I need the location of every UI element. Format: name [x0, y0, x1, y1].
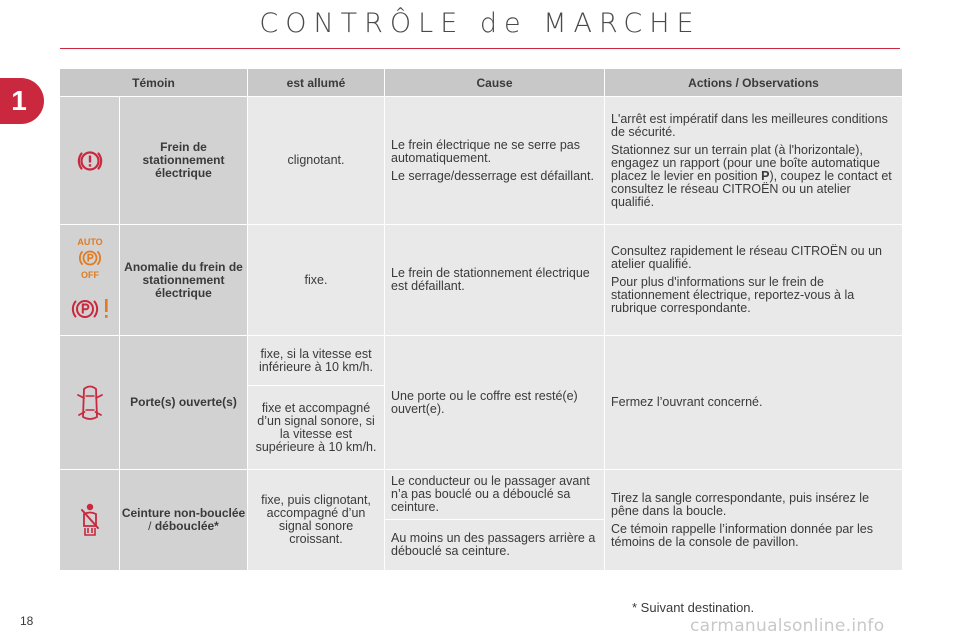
gear-position-p: P: [761, 168, 770, 183]
door-open-icon: [60, 383, 119, 423]
auto-off-parking-brake-icon: [72, 236, 108, 280]
icon-cell: [60, 97, 120, 225]
actions-cell: [605, 470, 903, 571]
action-text-part: ), coupez le contact et consultez le réseau CITROËN ou un atelier qualifié.: [611, 168, 892, 209]
warning-name: Porte(s) ouverte(s): [120, 336, 248, 470]
chapter-tab: [0, 78, 44, 124]
seatbelt-unfastened-icon: [60, 502, 119, 538]
lit-status: fixe, si la vitesse est inférieure à 10 km/h.: [248, 336, 385, 386]
icon-cell: [60, 336, 120, 470]
table-header-row: [60, 69, 903, 97]
cause-text: Une porte ou le coffre est resté(e) ouvert(e).: [385, 336, 605, 470]
cause-text: Au moins un des passagers arrière a débouclé sa ceinture.: [385, 520, 605, 571]
table-row: [60, 225, 903, 336]
cause-text: Le frein de stationnement électrique est défaillant.: [385, 225, 605, 336]
cause-text: Le serrage/desserrage est défaillant.: [391, 168, 594, 183]
action-text: [611, 144, 896, 209]
lit-status: fixe, puis clignotant, accompagné d’un signal sonore croissant.: [248, 470, 385, 571]
chapter-number: 1: [11, 85, 27, 116]
action-text: Ce témoin rappelle l’information donnée par les témoins de la console de pavillon.: [611, 521, 873, 549]
table-row: [60, 97, 903, 225]
title-divider: [60, 48, 900, 49]
action-text: Tirez la sangle correspondante, puis insérez le pêne dans la boucle.: [611, 490, 870, 518]
cause-text: Le conducteur ou le passager avant n’a pas bouclé ou a débouclé sa ceinture.: [385, 470, 605, 520]
actions-cell: [605, 97, 903, 225]
lit-status: clignotant.: [248, 97, 385, 225]
icon-cell: [60, 470, 120, 571]
action-text: Fermez l’ouvrant concerné.: [605, 336, 903, 470]
lit-status: fixe et accompagné d’un signal sonore, si la vitesse est supérieure à 10 km/h.: [248, 386, 385, 470]
table-row: [60, 470, 903, 520]
actions-cell: [605, 225, 903, 336]
auto-label: AUTO: [76, 237, 103, 247]
page-title: CONTRÔLE de MARCHE: [259, 8, 701, 39]
footnote: * Suivant destination.: [632, 600, 755, 615]
header-est-allume: est allumé: [248, 69, 385, 97]
table-row: [60, 336, 903, 386]
lit-status: fixe.: [248, 225, 385, 336]
icon-cell: [60, 225, 120, 336]
warning-name-separator: /: [148, 519, 155, 533]
action-text: L'arrêt est impératif dans les meilleures conditions de sécurité.: [611, 111, 888, 139]
header-cause: Cause: [385, 69, 605, 97]
warning-lights-table: [59, 68, 903, 571]
parking-brake-fault-icon: [65, 294, 115, 324]
warning-name-part: débouclée*: [154, 519, 219, 533]
warning-name-part: Ceinture non-bouclée: [121, 506, 246, 520]
action-text-part: Stationnez sur un terrain plat (à l'horizontale), engagez un rapport (pour une boîte automatique placez le levier en position: [611, 142, 880, 183]
cause-text: Le frein électrique ne se serre pas automatiquement.: [391, 137, 581, 165]
warning-name: Anomalie du frein de stationnement électrique: [120, 225, 248, 336]
header-actions: Actions / Observations: [605, 69, 903, 97]
parking-brake-warning-icon: [60, 146, 119, 176]
action-text: Pour plus d'informations sur le frein de stationnement électrique, reportez-vous à la rubrique correspondante.: [611, 275, 855, 315]
cause-cell: [385, 97, 605, 225]
action-text: Consultez rapidement le réseau CITROËN ou un atelier qualifié.: [611, 244, 882, 271]
warning-name: [120, 470, 248, 571]
off-label: OFF: [80, 270, 99, 280]
page-number: 18: [20, 614, 34, 628]
header-temoin: Témoin: [60, 69, 248, 97]
watermark: carmanualsonline.info: [690, 616, 885, 636]
warning-name: Frein de stationnement électrique: [120, 97, 248, 225]
